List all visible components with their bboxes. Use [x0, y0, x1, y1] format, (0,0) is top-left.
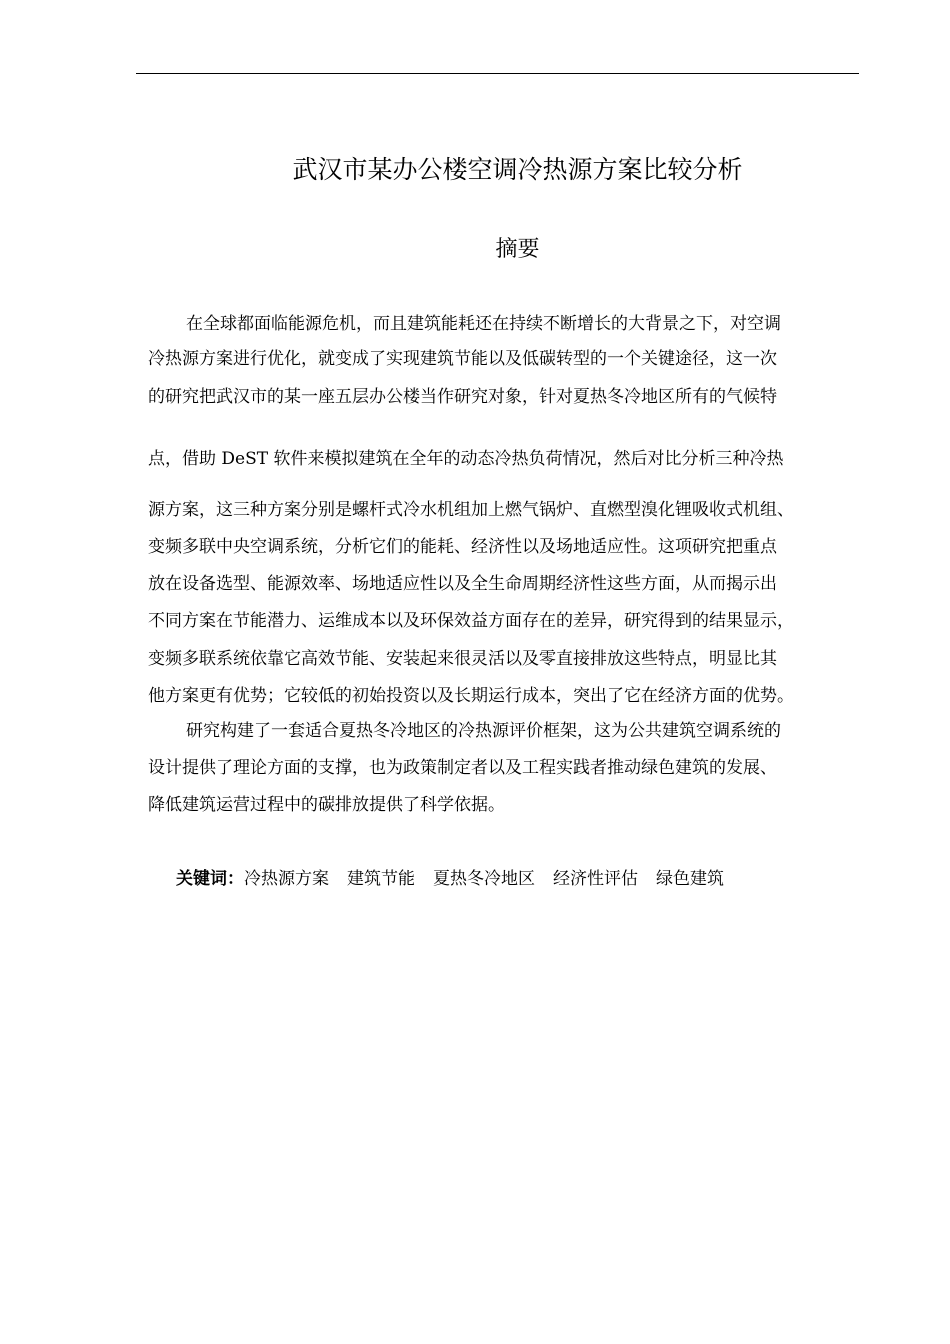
abstract-heading: 摘要	[495, 237, 540, 262]
abstract-line: 设计提供了理论方面的支撑，也为政策制定者以及工程实践者推动绿色建筑的发展、	[148, 758, 777, 778]
keyword: 冷热源方案	[244, 869, 329, 889]
abstract-line: 变频多联系统依靠它高效节能、安装起来很灵活以及零直接排放这些特点，明显比其	[148, 649, 777, 669]
abstract-line: 放在设备选型、能源效率、场地适应性以及全生命周期经济性这些方面，从而揭示出	[148, 574, 777, 594]
abstract-line: 在全球都面临能源危机，而且建筑能耗还在持续不断增长的大背景之下，对空调	[186, 314, 781, 334]
abstract-line: 源方案，这三种方案分别是螺杆式冷水机组加上燃气锅炉、直燃型溴化锂吸收式机组、	[148, 500, 794, 520]
keyword: 建筑节能	[347, 869, 415, 889]
abstract-line: 他方案更有优势；它较低的初始投资以及长期运行成本，突出了它在经济方面的优势。	[148, 686, 794, 706]
keyword: 经济性评估	[553, 869, 638, 889]
abstract-line: 不同方案在节能潜力、运维成本以及环保效益方面存在的差异，研究得到的结果显示，	[148, 611, 794, 631]
abstract-line: 变频多联中央空调系统，分析它们的能耗、经济性以及场地适应性。这项研究把重点	[148, 537, 777, 557]
abstract-line: 降低建筑运营过程中的碳排放提供了科学依据。	[148, 795, 505, 815]
keyword: 夏热冬冷地区	[433, 869, 535, 889]
document-title: 武汉市某办公楼空调冷热源方案比较分析	[292, 155, 743, 184]
header-rule	[136, 73, 859, 74]
keyword: 绿色建筑	[656, 869, 724, 889]
keywords	[176, 867, 742, 891]
abstract-line: 研究构建了一套适合夏热冬冷地区的冷热源评价框架，这为公共建筑空调系统的	[186, 721, 781, 741]
abstract-line: 的研究把武汉市的某一座五层办公楼当作研究对象，针对夏热冬冷地区所有的气候特	[148, 387, 777, 407]
keywords-label: 关键词：	[176, 869, 244, 889]
abstract-line: 点，借助 DeST 软件来模拟建筑在全年的动态冷热负荷情况，然后对比分析三种冷热	[148, 449, 784, 469]
abstract-line: 冷热源方案进行优化，就变成了实现建筑节能以及低碳转型的一个关键途径，这一次	[148, 349, 777, 369]
